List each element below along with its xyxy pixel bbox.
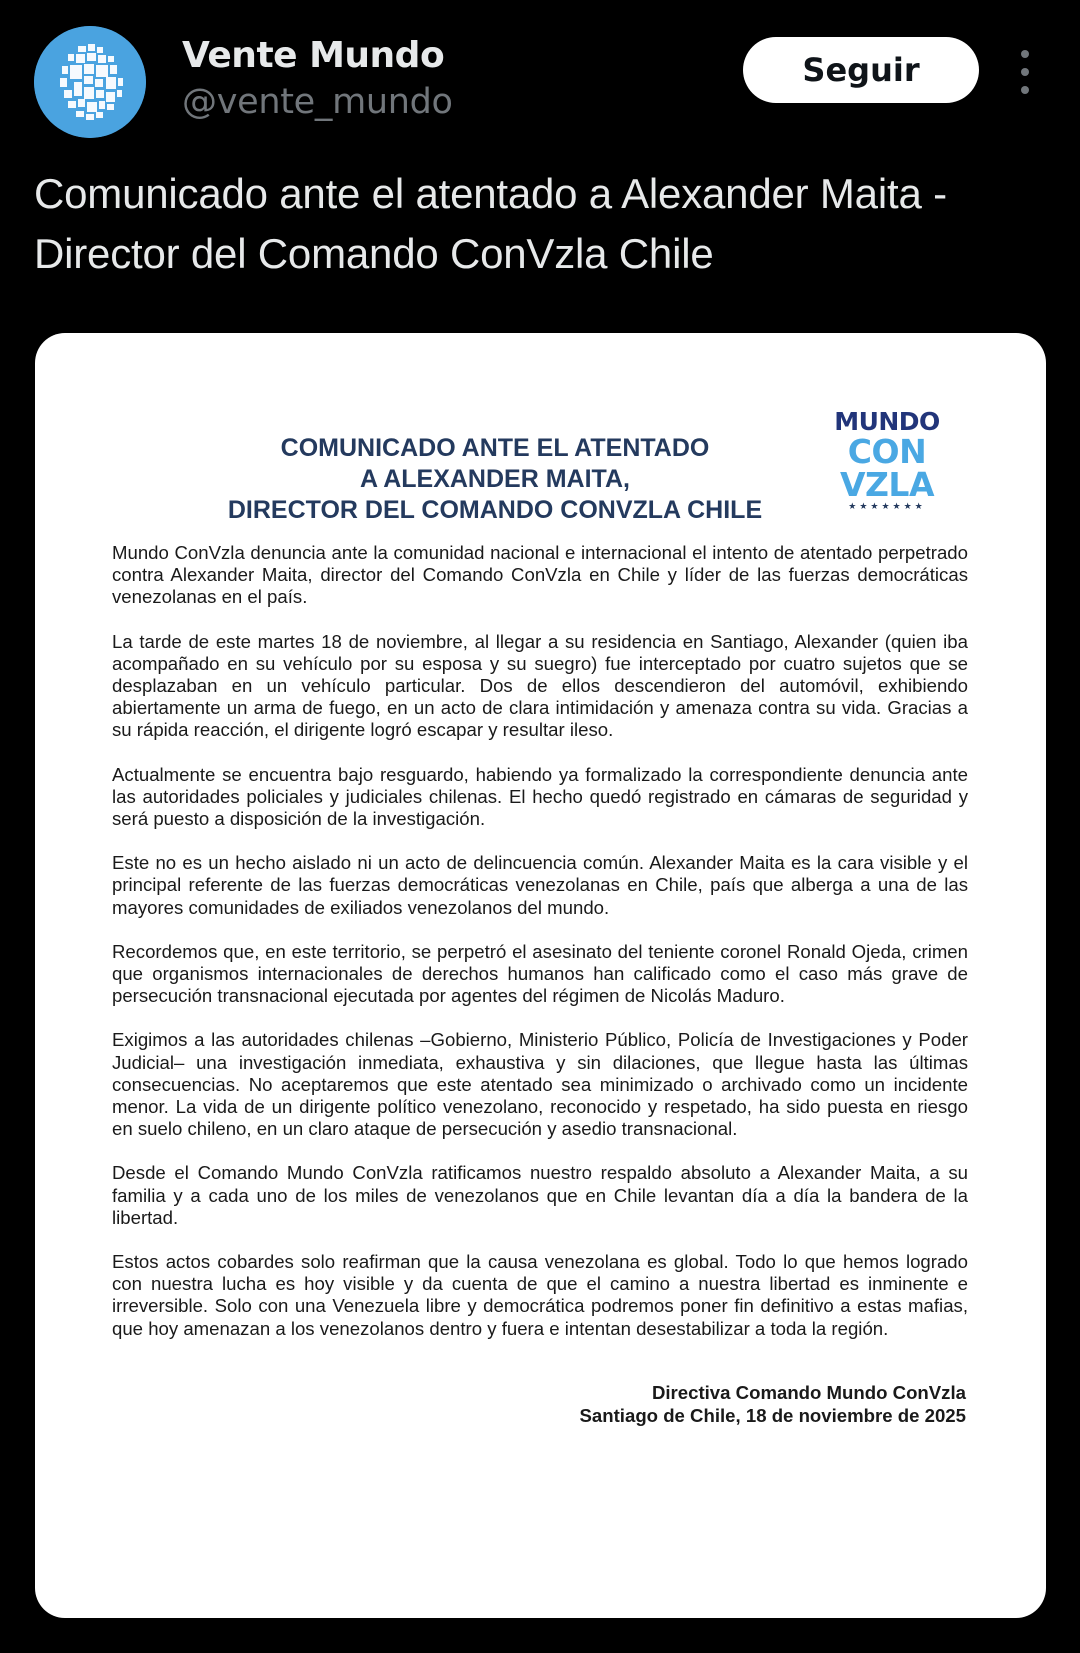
follow-button[interactable]: Seguir: [743, 37, 979, 103]
attached-image[interactable]: [35, 333, 1046, 1618]
paragraph: Recordemos que, en este territorio, se perpetró el asesinato del teniente coronel Ronald Ojeda, crimen que organismos internacionales de derechos humanos han calificado como el caso más grave de persecución transnacional ejecutada por agentes del régimen de Nicolás Maduro.: [112, 940, 968, 1007]
paragraph: Este no es un hecho aislado ni un acto de delincuencia común. Alexander Maita es la cara visible y el principal referente de las fuerzas democráticas venezolanas en Chile, país que alberga a una de las mayores comunidades de exiliados venezolanos del mundo.: [112, 852, 968, 918]
stars-icon: ★★★★★★★: [848, 502, 926, 512]
document-title-line: DIRECTOR DEL COMANDO CONVZLA CHILE: [227, 496, 763, 524]
logo-line-vzla: VZLA: [839, 465, 935, 504]
mundo-convzla-logo: [832, 409, 942, 513]
paragraph: Actualmente se encuentra bajo resguardo, habiendo ya formalizado la correspondiente denuncia ante las autoridades policiales y judiciales chilenas. El hecho quedó registrado en cámaras de seguridad y será puesto a disposición de la investigación.: [112, 763, 968, 830]
disco-ball-logo-icon: [34, 26, 146, 138]
logo-line-mundo: MUNDO: [834, 407, 940, 436]
logo-line-con: CON: [847, 432, 927, 471]
document-signature: [580, 1381, 966, 1427]
more-vertical-icon: [1021, 86, 1029, 94]
more-options-button[interactable]: [1010, 50, 1040, 94]
document-title: [155, 433, 835, 526]
display-name[interactable]: Vente Mundo: [182, 35, 445, 76]
document-title-line: A ALEXANDER MAITA,: [360, 465, 630, 493]
paragraph: Exigimos a las autoridades chilenas –Gobierno, Ministerio Público, Policía de Investigaciones y Poder Judicial– una investigación inmediata, exhaustiva y sin dilaciones, que llegue hasta las últimas consecuencias. No aceptaremos que este atentado sea minimizado o archivado como un incidente menor. La vida de un dirigente político venezolano, reconocido y respetado, ha sido puesta en riesgo en suelo chileno, en un claro ataque de persecución y asedio transnacional.: [112, 1029, 968, 1140]
user-handle[interactable]: @vente_mundo: [182, 82, 453, 122]
signature-date: Santiago de Chile, 18 de noviembre de 2025: [579, 1405, 966, 1426]
signature-line: Directiva Comando Mundo ConVzla: [651, 1382, 966, 1403]
more-vertical-icon: [1021, 50, 1029, 58]
document-title-line: COMUNICADO ANTE EL ATENTADO: [280, 434, 710, 462]
tweet-text: Comunicado ante el atentado a Alexander Maita - Director del Comando ConVzla Chile: [34, 170, 947, 277]
avatar[interactable]: [34, 26, 146, 138]
paragraph: Desde el Comando Mundo ConVzla ratificamos nuestro respaldo absoluto a Alexander Maita, a su familia y a cada uno de los miles de venezolanos que en Chile levantan día a día la bandera de la libertad.: [112, 1162, 968, 1228]
paragraph: La tarde de este martes 18 de noviembre, al llegar a su residencia en Santiago, Alexander (quien iba acompañado en su vehículo por su esposa y su suegro) fue interceptado por cuatro sujetos que se desplazaban en un vehículo particular. Dos de ellos descendieron del automóvil, exhibiendo abiertamente un arma de fuego, en un acto de clara intimidación y amenaza contra su vida. Gracias a su rápida reacción, el dirigente logró escapar y resultar ileso.: [112, 630, 968, 741]
document-body: [112, 542, 968, 1362]
paragraph: Mundo ConVzla denuncia ante la comunidad nacional e internacional el intento de atentado perpetrado contra Alexander Maita, director del Comando ConVzla en Chile y líder de las fuerzas democráticas venezolanas en el país.: [112, 542, 968, 608]
paragraph: Estos actos cobardes solo reafirman que la causa venezolana es global. Todo lo que hemos logrado con nuestra lucha es hoy visible y da cuenta de que el camino a nuestra libertad es inminente e irreversible. Solo con una Venezuela libre y democrática podremos poner fin definitivo a estas mafias, que hoy amenazan a los venezolanos dentro y fuera e intentan desestabilizar a toda la región.: [112, 1251, 968, 1339]
more-vertical-icon: [1021, 68, 1029, 76]
